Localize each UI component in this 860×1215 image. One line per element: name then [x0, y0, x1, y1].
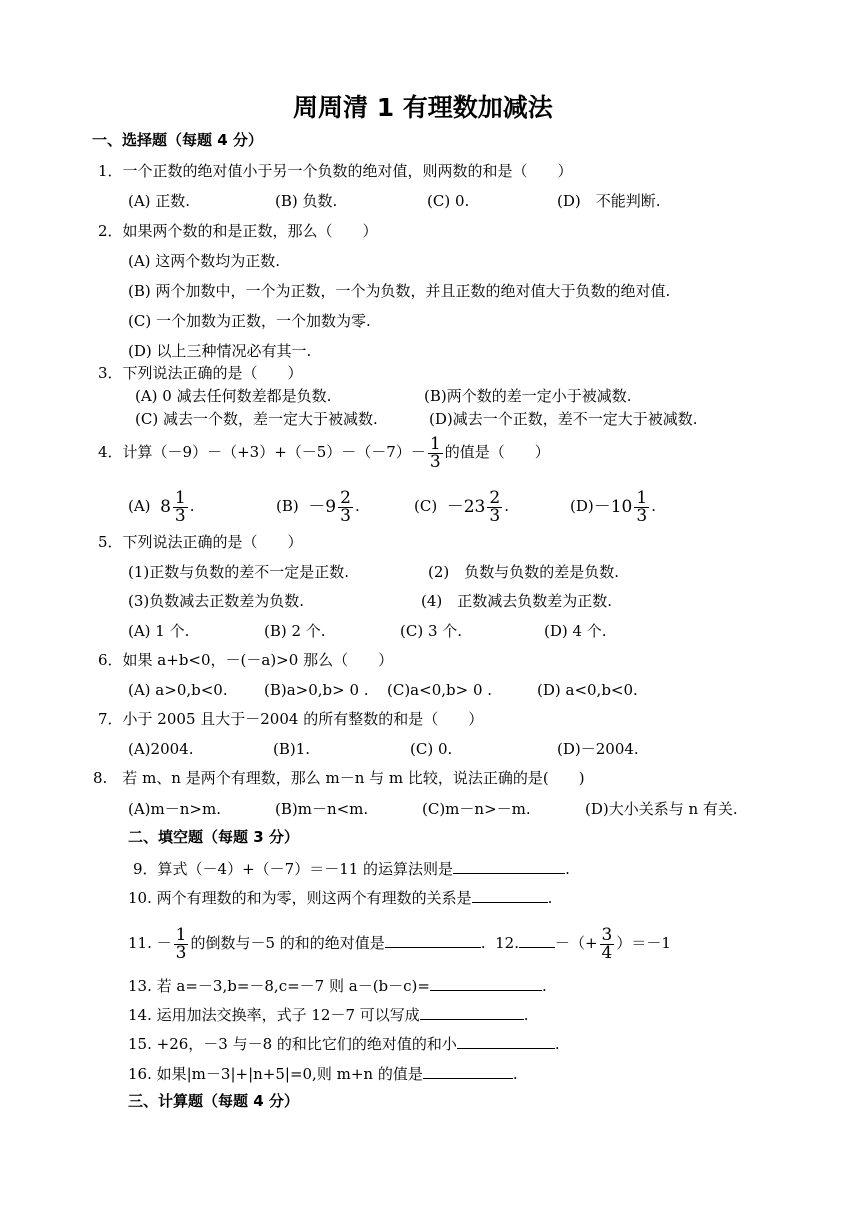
- option-c: (C) 3 个.: [400, 622, 463, 640]
- question-7-stem: 7．小于 2005 且大于－2004 的所有整数的和是（ ）: [98, 710, 484, 728]
- question-13: 13. 若 a=－3,b=－8,c=－7 则 a－(b－c)= .: [128, 977, 547, 995]
- option-a: (A) 0 减去任何数差都是负数.: [135, 387, 332, 405]
- option-a: (A) 8 $\frac{1}{3}$ .: [128, 487, 195, 526]
- question-1-options: [128, 192, 661, 210]
- option-c: (C)a<0,b> 0 .: [387, 681, 493, 699]
- question-5-statements-row2: (3)负数减去正数差为负数. (4) 正数减去负数差为正数.: [128, 592, 613, 610]
- option-d: (D)减去一个正数，差不一定大于被减数.: [429, 410, 698, 428]
- option-d: (D) 4 个.: [544, 622, 607, 640]
- option-c: (C) 0.: [427, 192, 470, 210]
- option-c: (C) 0.: [410, 740, 453, 758]
- question-2-option-d: (D) 以上三种情况必有其一.: [128, 342, 312, 360]
- question-5-stem: 5．下列说法正确的是（ ）: [98, 533, 303, 551]
- question-15: 15. +26，－3 与－8 的和比它们的绝对值的和小 .: [128, 1035, 560, 1053]
- option-b: (B) －9 $\frac{2}{3}$ .: [276, 487, 360, 526]
- section-heading-choice: 一、选择题（每题 4 分）: [92, 131, 263, 149]
- question-1-stem: 1．一个正数的绝对值小于另一个负数的绝对值，则两数的和是（ ）: [98, 162, 573, 180]
- question-7-options: [128, 740, 639, 758]
- question-2-stem: 2．如果两个数的和是正数，那么（ ）: [98, 222, 378, 240]
- option-d: (D)－10 $\frac{1}{3}$ .: [570, 487, 656, 526]
- answer-blank: [453, 859, 565, 874]
- answer-blank: [420, 1005, 524, 1020]
- option-d: (D)－2004.: [557, 740, 639, 758]
- page-title: 周周清 1 有理数加减法: [293, 93, 553, 122]
- question-2-option-c: (C) 一个加数为正数，一个加数为零.: [128, 312, 371, 330]
- option-a: (A) 1 个.: [128, 622, 190, 640]
- answer-blank: [472, 888, 548, 903]
- question-6-options: [128, 681, 638, 699]
- option-a: (A)m－n>m.: [128, 800, 221, 818]
- option-c: (C) 减去一个数，差一定大于被减数.: [135, 410, 378, 428]
- question-10: 10. 两个有理数的和为零，则这两个有理数的关系是 .: [128, 889, 553, 907]
- question-11: 11. － $\frac{1}{3}$ 的倒数与－5 的和的绝对值是 .: [128, 924, 486, 963]
- fraction-one-third: $\frac{1}{3}$: [429, 433, 441, 472]
- question-16: 16. 如果|m－3|+|n+5|=0,则 m+n 的值是 .: [128, 1065, 518, 1083]
- option-b: (B)a>0,b> 0 .: [264, 681, 369, 699]
- section-heading-fill: 二、填空题（每题 3 分）: [128, 828, 299, 846]
- section-heading-calc: 三、计算题（每题 4 分）: [128, 1092, 299, 1110]
- answer-blank: [385, 933, 481, 948]
- answer-blank: [519, 933, 555, 948]
- question-8-stem: 8. 若 m、n 是两个有理数，那么 m－n 与 m 比较，说法正确的是( ): [93, 769, 585, 787]
- option-b: (B) 负数.: [275, 192, 338, 210]
- question-4-stem: 4．计算（－9）－（+3）+（－5）－（－7）－ $\frac{1}{3}$ 的值是（ ）: [98, 433, 550, 472]
- answer-blank: [423, 1064, 513, 1079]
- option-c: (C) －23 $\frac{2}{3}$ .: [414, 487, 509, 526]
- option-b: (B)1.: [273, 740, 311, 758]
- option-d: (D) 不能判断.: [557, 192, 661, 210]
- option-a: (A)2004.: [128, 740, 194, 758]
- question-12: 12. －（+ $\frac{3}{4}$ ）＝－1: [495, 924, 671, 963]
- answer-blank: [430, 976, 542, 991]
- question-5-statements-row1: (1)正数与负数的差不一定是正数. (2) 负数与负数的差是负数.: [128, 563, 620, 581]
- question-8-options: [128, 800, 738, 818]
- option-a: (A) a>0,b<0.: [128, 681, 228, 699]
- question-2-option-b: (B) 两个加数中，一个为正数，一个为负数，并且正数的绝对值大于负数的绝对值.: [128, 282, 671, 300]
- question-2-option-a: (A) 这两个数均为正数.: [128, 252, 281, 270]
- question-5-options: [128, 622, 607, 640]
- question-3-options-row1: [135, 387, 632, 405]
- option-b: (B) 2 个.: [264, 622, 326, 640]
- question-4-options: [128, 482, 656, 531]
- question-3-options-row2: [135, 410, 698, 428]
- question-6-stem: 6．如果 a+b<0，－(－a)>0 那么（ ）: [98, 651, 394, 669]
- option-b: (B)两个数的差一定小于被减数.: [424, 387, 632, 405]
- question-9: 9．算式（－4）+（－7）＝－11 的运算法则是 .: [133, 860, 570, 878]
- option-b: (B)m－n<m.: [275, 800, 369, 818]
- question-3-stem: 3．下列说法正确的是（ ）: [98, 364, 303, 382]
- question-14: 14. 运用加法交换率，式子 12－7 可以写成 .: [128, 1006, 529, 1024]
- option-d: (D) a<0,b<0.: [537, 681, 638, 699]
- question-11-12: [128, 918, 671, 968]
- option-c: (C)m－n>－m.: [422, 800, 531, 818]
- option-a: (A) 正数.: [128, 192, 191, 210]
- option-d: (D)大小关系与 n 有关.: [585, 800, 738, 818]
- answer-blank: [457, 1034, 555, 1049]
